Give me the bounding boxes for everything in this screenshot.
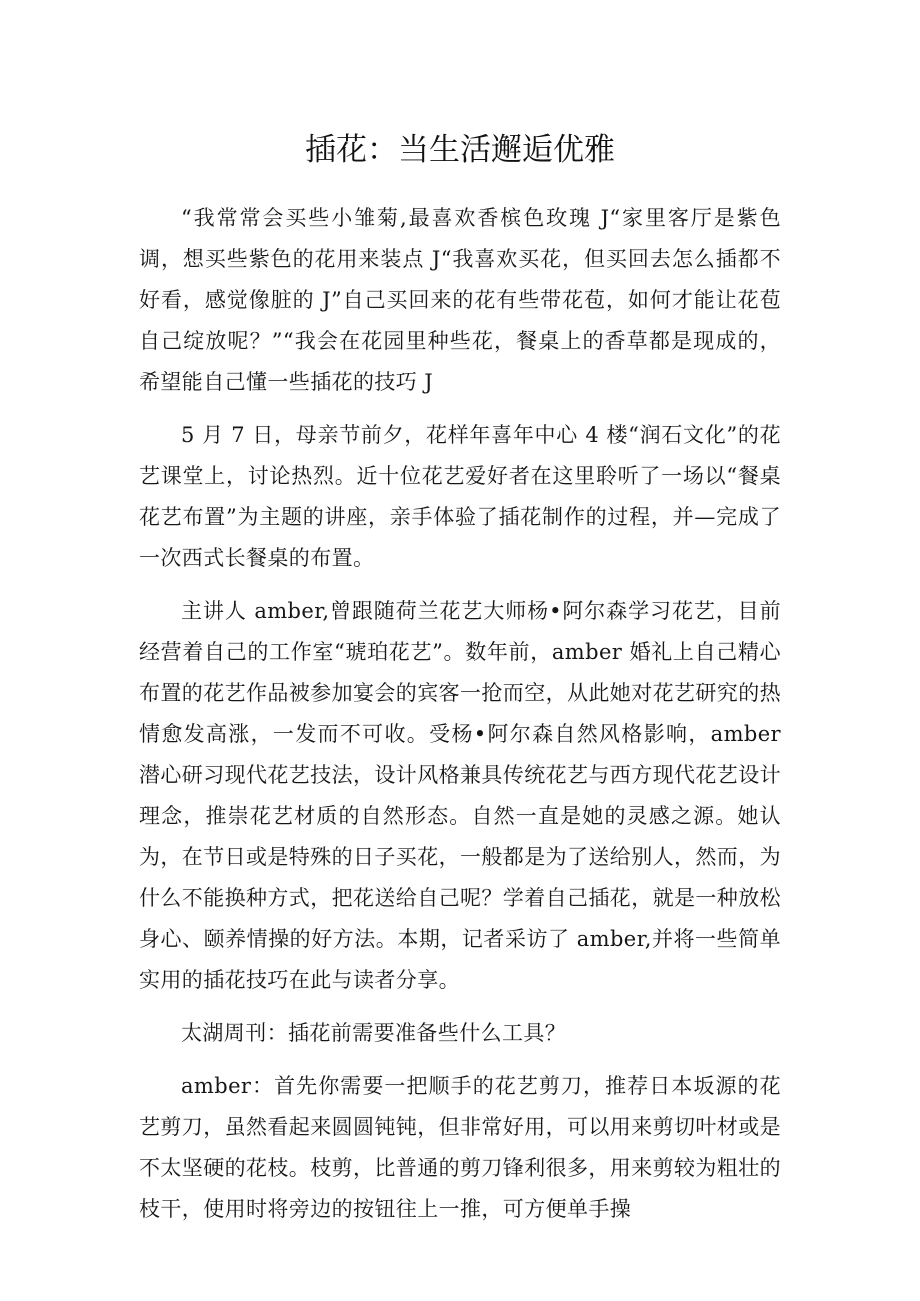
paragraph-question: 太湖周刊：插花前需要准备些什么工具？	[181, 1021, 567, 1045]
article-body	[139, 198, 781, 1242]
paragraph-quotes: “我常常会买些小雏菊,最喜欢香槟色玫瑰 J“家里客厅是紫色调，想买些紫色的花用来装点 J“我喜欢买花，但买回去怎么插都不好看，感觉像脏的 J”自己买回来的花有些带花苞，如何才能让花苞自己绽放呢？”“我会在花园里种些花，餐桌上的香草都是现成的，希望能自己懂一些插花的技巧 J	[139, 206, 781, 394]
paragraph-answer: amber：首先你需要一把顺手的花艺剪刀，推荐日本坂源的花艺剪刀，虽然看起来圆圆钝钝，但非常好用，可以用来剪切叶材或是不太坚硬的花枝。枝剪，比普通的剪刀锋利很多，用来剪较为粗壮的枝干，使用时将旁边的按钮往上一推，可方便单手操	[139, 1074, 781, 1221]
paragraph-event: 5 月 7 日，母亲节前夕，花样年喜年中心 4 楼“润石文化”的花艺课堂上，讨论热烈。近十位花艺爱好者在这里聆听了一场以“餐桌花艺布置”为主题的讲座，亲手体验了插花制作的过程，并—完成了一次西式长餐桌的布置。	[139, 423, 781, 570]
article-title: 插花：当生活邂逅优雅	[305, 132, 615, 168]
paragraph-speaker: 主讲人 amber,曾跟随荷兰花艺大师杨•阿尔森学习花艺，目前经营着自己的工作室“琥珀花艺”。数年前，amber 婚礼上自己精心布置的花艺作品被参加宴会的宾客一抢而空，从此她对花艺研究的热情愈发高涨，一发而不可收。受杨•阿尔森自然风格影响，amber 潜心研习现代花艺技法，设计风格兼具传统花艺与西方现代花艺设计理念，推崇花艺材质的自然形态。自然一直是她的灵感之源。她认为，在节日或是特殊的日子买花，一般都是为了送给别人，然而，为什么不能换种方式，把花送给自己呢？学着自己插花，就是一种放松身心、颐养情操的好方法。本期，记者采访了 amber,并将一些简单实用的插花技巧在此与读者分享。	[139, 599, 781, 992]
